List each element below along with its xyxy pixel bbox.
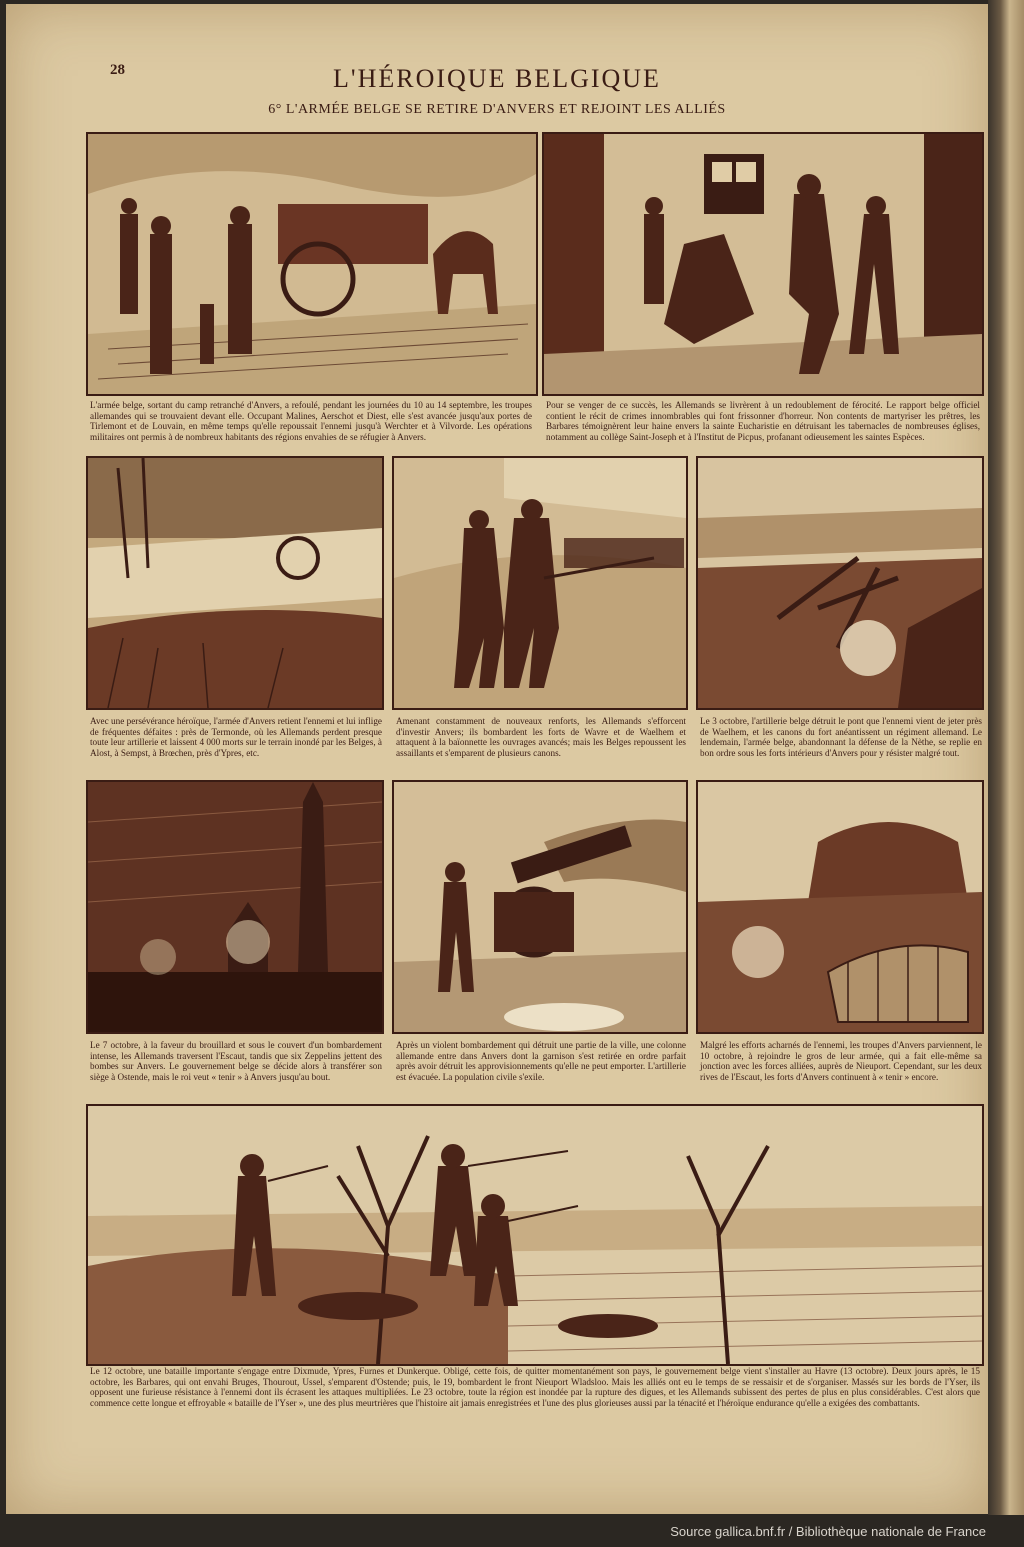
illustration-antwerp-cathedral bbox=[86, 780, 384, 1034]
illustration-flooded-field bbox=[86, 456, 384, 710]
illustration-heavy-gun bbox=[392, 780, 688, 1034]
illustration-church-attack bbox=[542, 132, 984, 396]
caption-zeppelins: Le 7 octobre, à la faveur du brouillard et sous le couvert d'un bombardement intense, les Allemands traversent l'Escaut, tandis que six Zeppelins jettent des bombes sur Anvers. Le gouvernement belge se décide alors à transférer son siège à Ostende, mais le roi veut « tenir » à Anvers jusqu'au bout. bbox=[90, 1040, 382, 1082]
illustration-bridge-destroyed bbox=[696, 456, 984, 710]
page-number: 28 bbox=[110, 62, 125, 78]
page-title: L'HÉROIQUE BELGIQUE bbox=[333, 64, 661, 93]
next-page-edge bbox=[988, 0, 1024, 1515]
caption-refugees: L'armée belge, sortant du camp retranché d'Anvers, a refoulé, pendant les journées du 10 au 14 septembre, les troupes allemandes qui se trouvaient devant elle. Occupant Malines, Aerschot et Diest, elle s'est avancée jusqu'aux portes de Tirlemont et de Louvain, en même temps qu'elle repoussait l'ennemi jusqu'à Werchter et à Vilvorde. Les opérations militaires ont permis à de nombreux habitants des régions envahies de se réfugier à Anvers. bbox=[90, 400, 532, 442]
illustration-bayonet-charge bbox=[392, 456, 688, 710]
illustration-battle-yser bbox=[86, 1104, 984, 1366]
caption-yser: Le 12 octobre, une bataille importante s'engage entre Dixmude, Ypres, Furnes et Dunkerque. Obligé, cette fois, de quitter momentanément son pays, le gouvernement belge vient s'installer au Havre (13 octobre). Deux jours après, le 15 octobre, les Barbares, qui ont envahi Bruges, Thourout, Ussel, s'emparent d'Ostende; puis, le 19, bombardent le front Nieuport Wladsloo. Mais les alliés ont eu le temps de se ressaisir et de s'organiser. Massés sur les bords de l'Yser, ils opposent une furieuse résistance à l'ennemi dont ils écrasent les attaques multipliées. Le 23 octobre, toute la région est inondée par la rupture des digues, et les Allemands subissent des pertes de plus en plus considérables. C'est alors que commence cette longue et effroyable « bataille de l'Yser », une des plus meurtrières que l'histoire ait jamais enregistrées et l'une des plus glorieuses aussi par la ténacité et l'héroïque endurance qu'elle a exigées des combattants. bbox=[90, 1366, 980, 1408]
illustration-refugees-cart bbox=[86, 132, 538, 396]
illustration-fort-bombarded bbox=[696, 780, 984, 1034]
caption-nieuport: Malgré les efforts acharnés de l'ennemi, les troupes d'Anvers parviennent, le 10 octobre, à rejoindre le gros de leur armée, qui a fait elle-même sa jonction avec les forces alliées, auprès de Nieuport. Cependant, sur les deux rives de l'Escaut, les forts d'Anvers continuent à « tenir » encore. bbox=[700, 1040, 982, 1082]
newspaper-page bbox=[6, 4, 988, 1514]
caption-termonde: Avec une persévérance héroïque, l'armée d'Anvers retient l'ennemi et lui inflige de fréquentes défaites : près de Termonde, où les Allemands perdent presque toute leur artillerie et laissent 4 000 morts sur le terrain inondé par les Belges, à Alost, à Sempst, à Brœchen, près d'Ypres, etc. bbox=[90, 716, 382, 758]
caption-antwerp-falls: Après un violent bombardement qui détruit une partie de la ville, une colonne allemande entre dans Anvers dont la garnison s'est retirée en ordre parfait après avoir détruit les approvisionnements qu'elle ne peut emporter. L'artillerie est évacuée. La population civile s'exile. bbox=[396, 1040, 686, 1082]
page-subtitle: 6° L'ARMÉE BELGE SE RETIRE D'ANVERS ET REJOINT LES ALLIÉS bbox=[268, 102, 726, 117]
source-footer: Source gallica.bnf.fr / Bibliothèque nationale de France bbox=[670, 1524, 986, 1539]
caption-forts-wavre: Amenant constamment de nouveaux renforts, les Allemands s'efforcent d'investir Anvers; ils bombardent les forts de Wavre et de Waelhem et attaquent à la baïonnette les ouvrages avancés; mais les Belges repoussent les assaillants et s'emparent de plusieurs canons. bbox=[396, 716, 686, 758]
caption-reprisals: Pour se venger de ce succès, les Allemands se livrèrent à un redoublement de férocité. Le rapport belge officiel contient le récit de crimes innombrables qui font frissonner d'horreur. Non contents de martyriser les prêtres, les Barbares témoignèrent leur haine envers la sainte Eucharistie en détruisant les tabernacles de nombreuses églises, notamment au collège Saint-Joseph et à l'Institut de Picpus, profanant odieusement les saintes Espèces. bbox=[546, 400, 980, 442]
caption-waelhem: Le 3 octobre, l'artillerie belge détruit le pont que l'ennemi vient de jeter près de Waelhem, et les canons du fort anéantissent un régiment allemand. Le lendemain, l'armée belge, abandonnant la défense de la Nèthe, se replie en bon ordre sous les forts intérieurs d'Anvers pour y résister malgré tout. bbox=[700, 716, 982, 758]
